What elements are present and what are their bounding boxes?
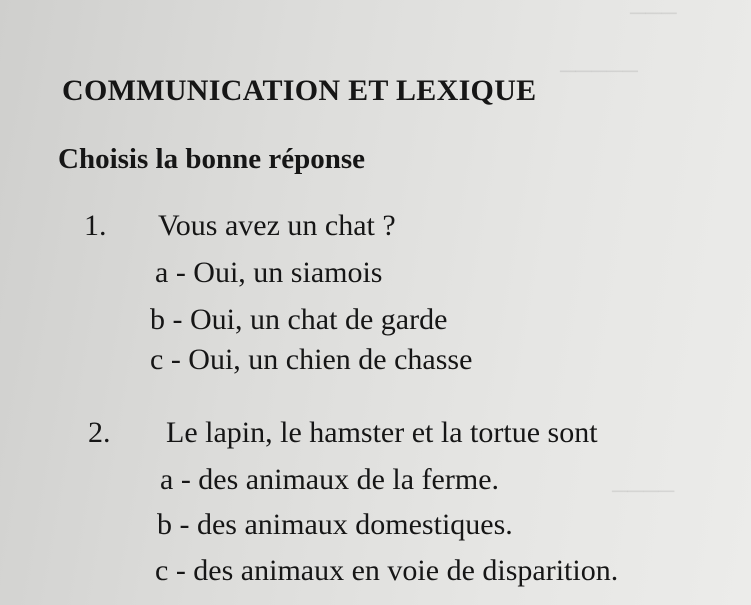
answer-option-2a[interactable]: a - des animaux de la ferme. [160,463,500,496]
section-heading: COMMUNICATION ET LEXIQUE [62,74,537,107]
question-number: 1. [84,209,107,242]
bleed-through-mark: ─── [630,0,677,25]
question-number: 2. [88,416,111,449]
answer-option-2c[interactable]: c - des animaux en voie de disparition. [155,554,619,587]
answer-option-2b[interactable]: b - des animaux domestiques. [157,508,513,541]
answer-option-1b[interactable]: b - Oui, un chat de garde [150,303,448,336]
instruction-text: Choisis la bonne réponse [58,143,365,175]
answer-option-1c[interactable]: c - Oui, un chien de chasse [150,343,473,376]
answer-option-1a[interactable]: a - Oui, un siamois [155,256,383,289]
question-text: Le lapin, le hamster et la tortue sont [166,416,598,449]
bleed-through-mark: ───── [560,58,638,83]
bleed-through-mark: ──── [612,478,675,503]
question-text: Vous avez un chat ? [158,209,396,242]
